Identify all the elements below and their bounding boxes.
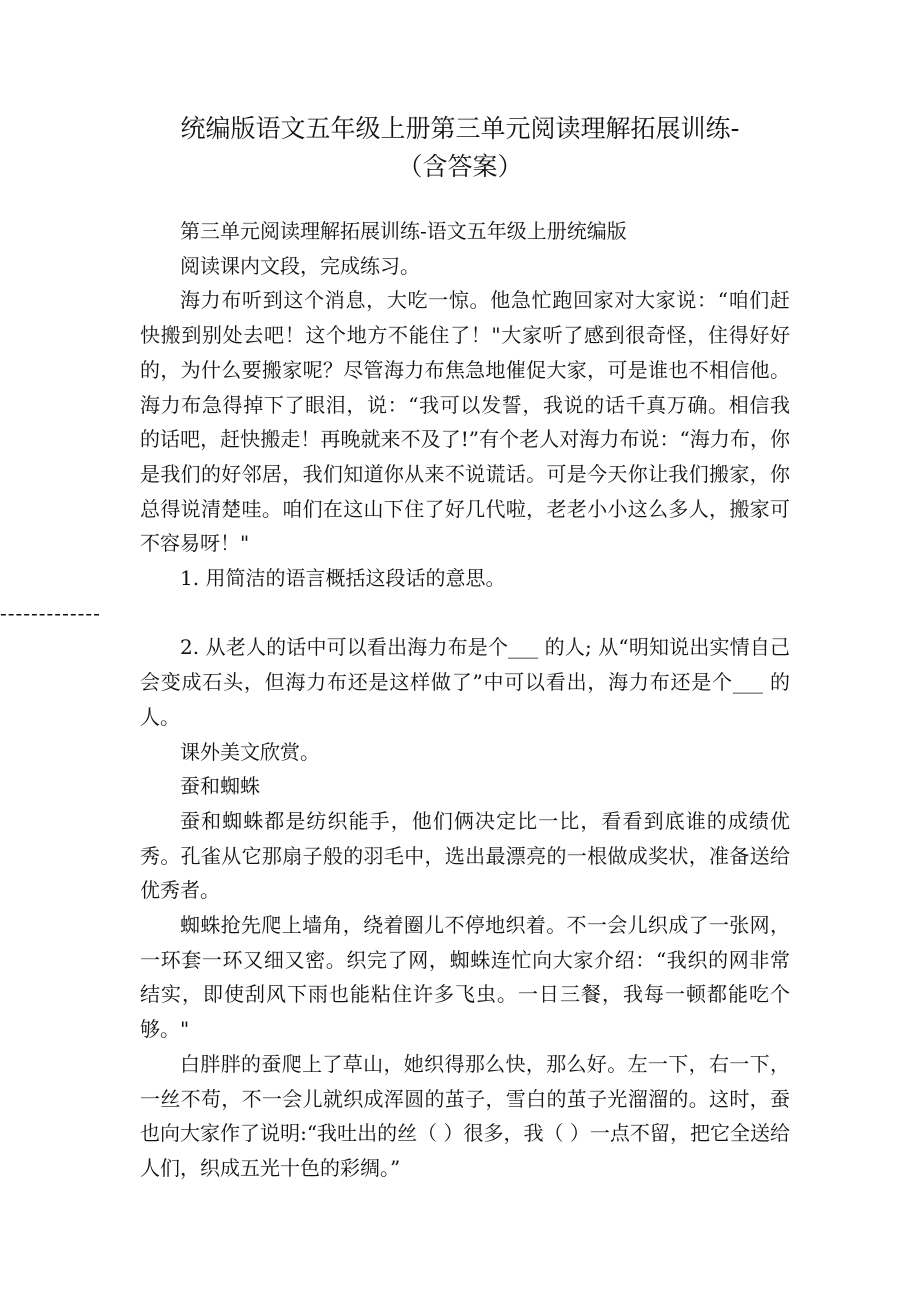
subtitle-paragraph: 第三单元阅读理解拓展训练-语文五年级上册统编版 xyxy=(180,219,627,243)
story-title: 蚕和蜘蛛 xyxy=(180,774,260,799)
instruction-paragraph: 阅读课内文段，完成练习。 xyxy=(180,253,420,278)
answer-line: ------------- xyxy=(0,600,101,625)
passage-paragraph: 海力布听到这个消息，大吃一惊。他急忙跑回家对大家说：“咱们赶快搬到别处去吧！这个地方不能住了！"大家听了感到很奇怪，住得好好的，为什么要搬家呢？尽管海力布焦急地催促大家，可是谁也不相信他。海力布急得掉下了眼泪，说：“我可以发誓，我说的话千真万确。相信我的话吧，赶快搬走！再晚就来不及了!”有个老人对海力布说：“海力布，你是我们的好邻居，我们知道你从来不说谎话。可是今天你让我们搬家，你总得说清楚哇。咱们在这山下住了好几代啦，老老小小这么多人，搬家可不容易呀！" xyxy=(140,288,790,556)
question-2: 2. 从老人的话中可以看出海力布是个___ 的人; 从“明知说出实情自己会变成石头，但海力布还是这样做了”中可以看出，海力布还是个___ 的人。 xyxy=(140,635,790,729)
story-paragraph: 蜘蛛抢先爬上墙角，绕着圈儿不停地织着。不一会儿织成了一张网，一环套一环又细又密。织完了网，蜘蛛连忙向大家介绍：“我织的网非常结实，即使刮风下雨也能粘住许多飞虫。一日三餐，我每一顿都能吃个够。" xyxy=(140,913,790,1042)
document-body xyxy=(0,214,790,1186)
title-line-1: 统编版语文五年级上册第三单元阅读理解拓展训练- xyxy=(180,114,740,143)
document-title xyxy=(120,110,800,186)
question-1: 1. 用简洁的语言概括这段话的意思。 xyxy=(180,566,506,591)
story-paragraph: 白胖胖的蚕爬上了草山，她织得那么快，那么好。左一下，右一下，一丝不苟，不一会儿就织成浑圆的茧子，雪白的茧子光溜溜的。这时，蚕也向大家作了说明:“我吐出的丝（ ）很多，我（ ）一点不留，把它全送给人们，织成五光十色的彩绸。” xyxy=(140,1051,790,1180)
section-heading: 课外美文欣赏。 xyxy=(180,739,320,764)
title-line-2: （含答案） xyxy=(397,152,523,181)
story-paragraph: 蚕和蜘蛛都是纺织能手，他们俩决定比一比，看看到底谁的成绩优秀。孔雀从它那扇子般的羽毛中，选出最漂亮的一根做成奖状，准备送给优秀者。 xyxy=(140,808,790,903)
